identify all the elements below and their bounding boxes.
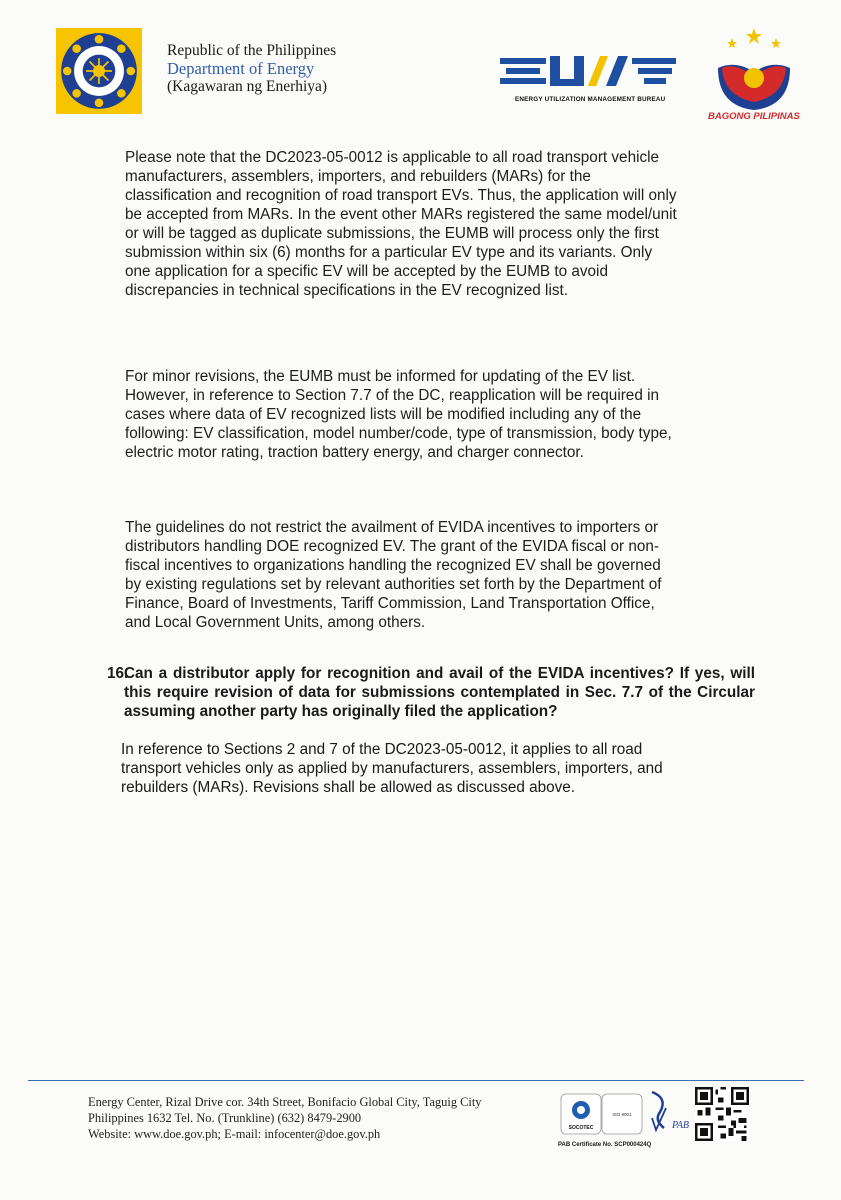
- answer-16-text: In reference to Sections 2 and 7 of the DC2023-05-0012, it applies to all road transport vehicles only as applied by manufacturers, assemblers, importers, and rebuilders (MARs). Revisions shall be allowed as discussed above.: [121, 741, 663, 796]
- paragraph-minor-revisions: For minor revisions, the EUMB must be informed for updating of the EV list. However, in reference to Section 7.7 of the DC, reapplication will be required in cases where data of EV recognized lists will be modified including any of the following: EV classification, model number/code, type of transmission, body type, electric motor rating, traction battery energy, and charger connector.: [125, 368, 672, 461]
- footer-address: Energy Center, Rizal Drive cor. 34th Street, Bonifacio Global City, Taguig City Philippines 1632 Tel. No. (Trunkline) (632) 8479-2900 Website: www.doe.gov.ph; E-mail: infocenter@doe.gov.ph: [88, 1095, 482, 1141]
- qr-code: [695, 1087, 749, 1141]
- iso-label: ISO 9001: [612, 1112, 632, 1117]
- bagong-pilipinas-logo: [704, 26, 804, 118]
- bagong-pilipinas-caption: BAGONG PILIPINAS: [708, 111, 800, 122]
- question-16-text: Can a distributor apply for recognition and avail of the EVIDA incentives? If yes, will this require revision of data for submissions contemplated in Sec. 7.7 of the Circular assuming another party has originally filed the application?: [124, 665, 755, 720]
- organization-heading: [167, 42, 336, 96]
- question-number: 16.: [107, 665, 129, 682]
- certification-logos: [560, 1088, 695, 1140]
- kagawaran-line: (Kagawaran ng Enerhiya): [167, 78, 328, 95]
- pab-label: PAB: [672, 1120, 690, 1131]
- paragraph-guidelines-incentives: The guidelines do not restrict the availment of EVIDA incentives to importers or distributors handling DOE recognized EV. The grant of the EVIDA fiscal or non- fiscal incentives to organizations handling the recognized EV shall be governed by existing regulations set by relevant authorities set forth by the Department of Finance, Board of Investments, Tariff Commission, Land Transportation Office, and Local Government Units, among others.: [125, 519, 662, 631]
- paragraph-mars-applicability: Please note that the DC2023-05-0012 is applicable to all road transport vehicle manufacturers, assemblers, importers, and rebuilders (MARs) for the classification and recognition of road transport EVs. Thus, the application will only be accepted from MARs. In the event other MARs registered the same model/unit or will be tagged as duplicate submissions, the EUMB will process only the first submission within six (6) months for a particular EV type and its variants. Only one application for a specific EV will be accepted by the EUMB to avoid discrepancies in technical specifications in the EV recognized list.: [125, 149, 677, 299]
- republic-line: Republic of the Philippines: [167, 42, 337, 59]
- eumb-caption: ENERGY UTILIZATION MANAGEMENT BUREAU: [515, 96, 666, 103]
- pab-certificate-number: PAB Certificate No. SCP000424Q: [558, 1142, 652, 1148]
- doe-seal-logo: [56, 28, 142, 114]
- socotec-label: SOCOTEC: [568, 1125, 594, 1131]
- department-line: Department of Energy: [167, 59, 315, 78]
- footer-divider: [28, 1080, 804, 1081]
